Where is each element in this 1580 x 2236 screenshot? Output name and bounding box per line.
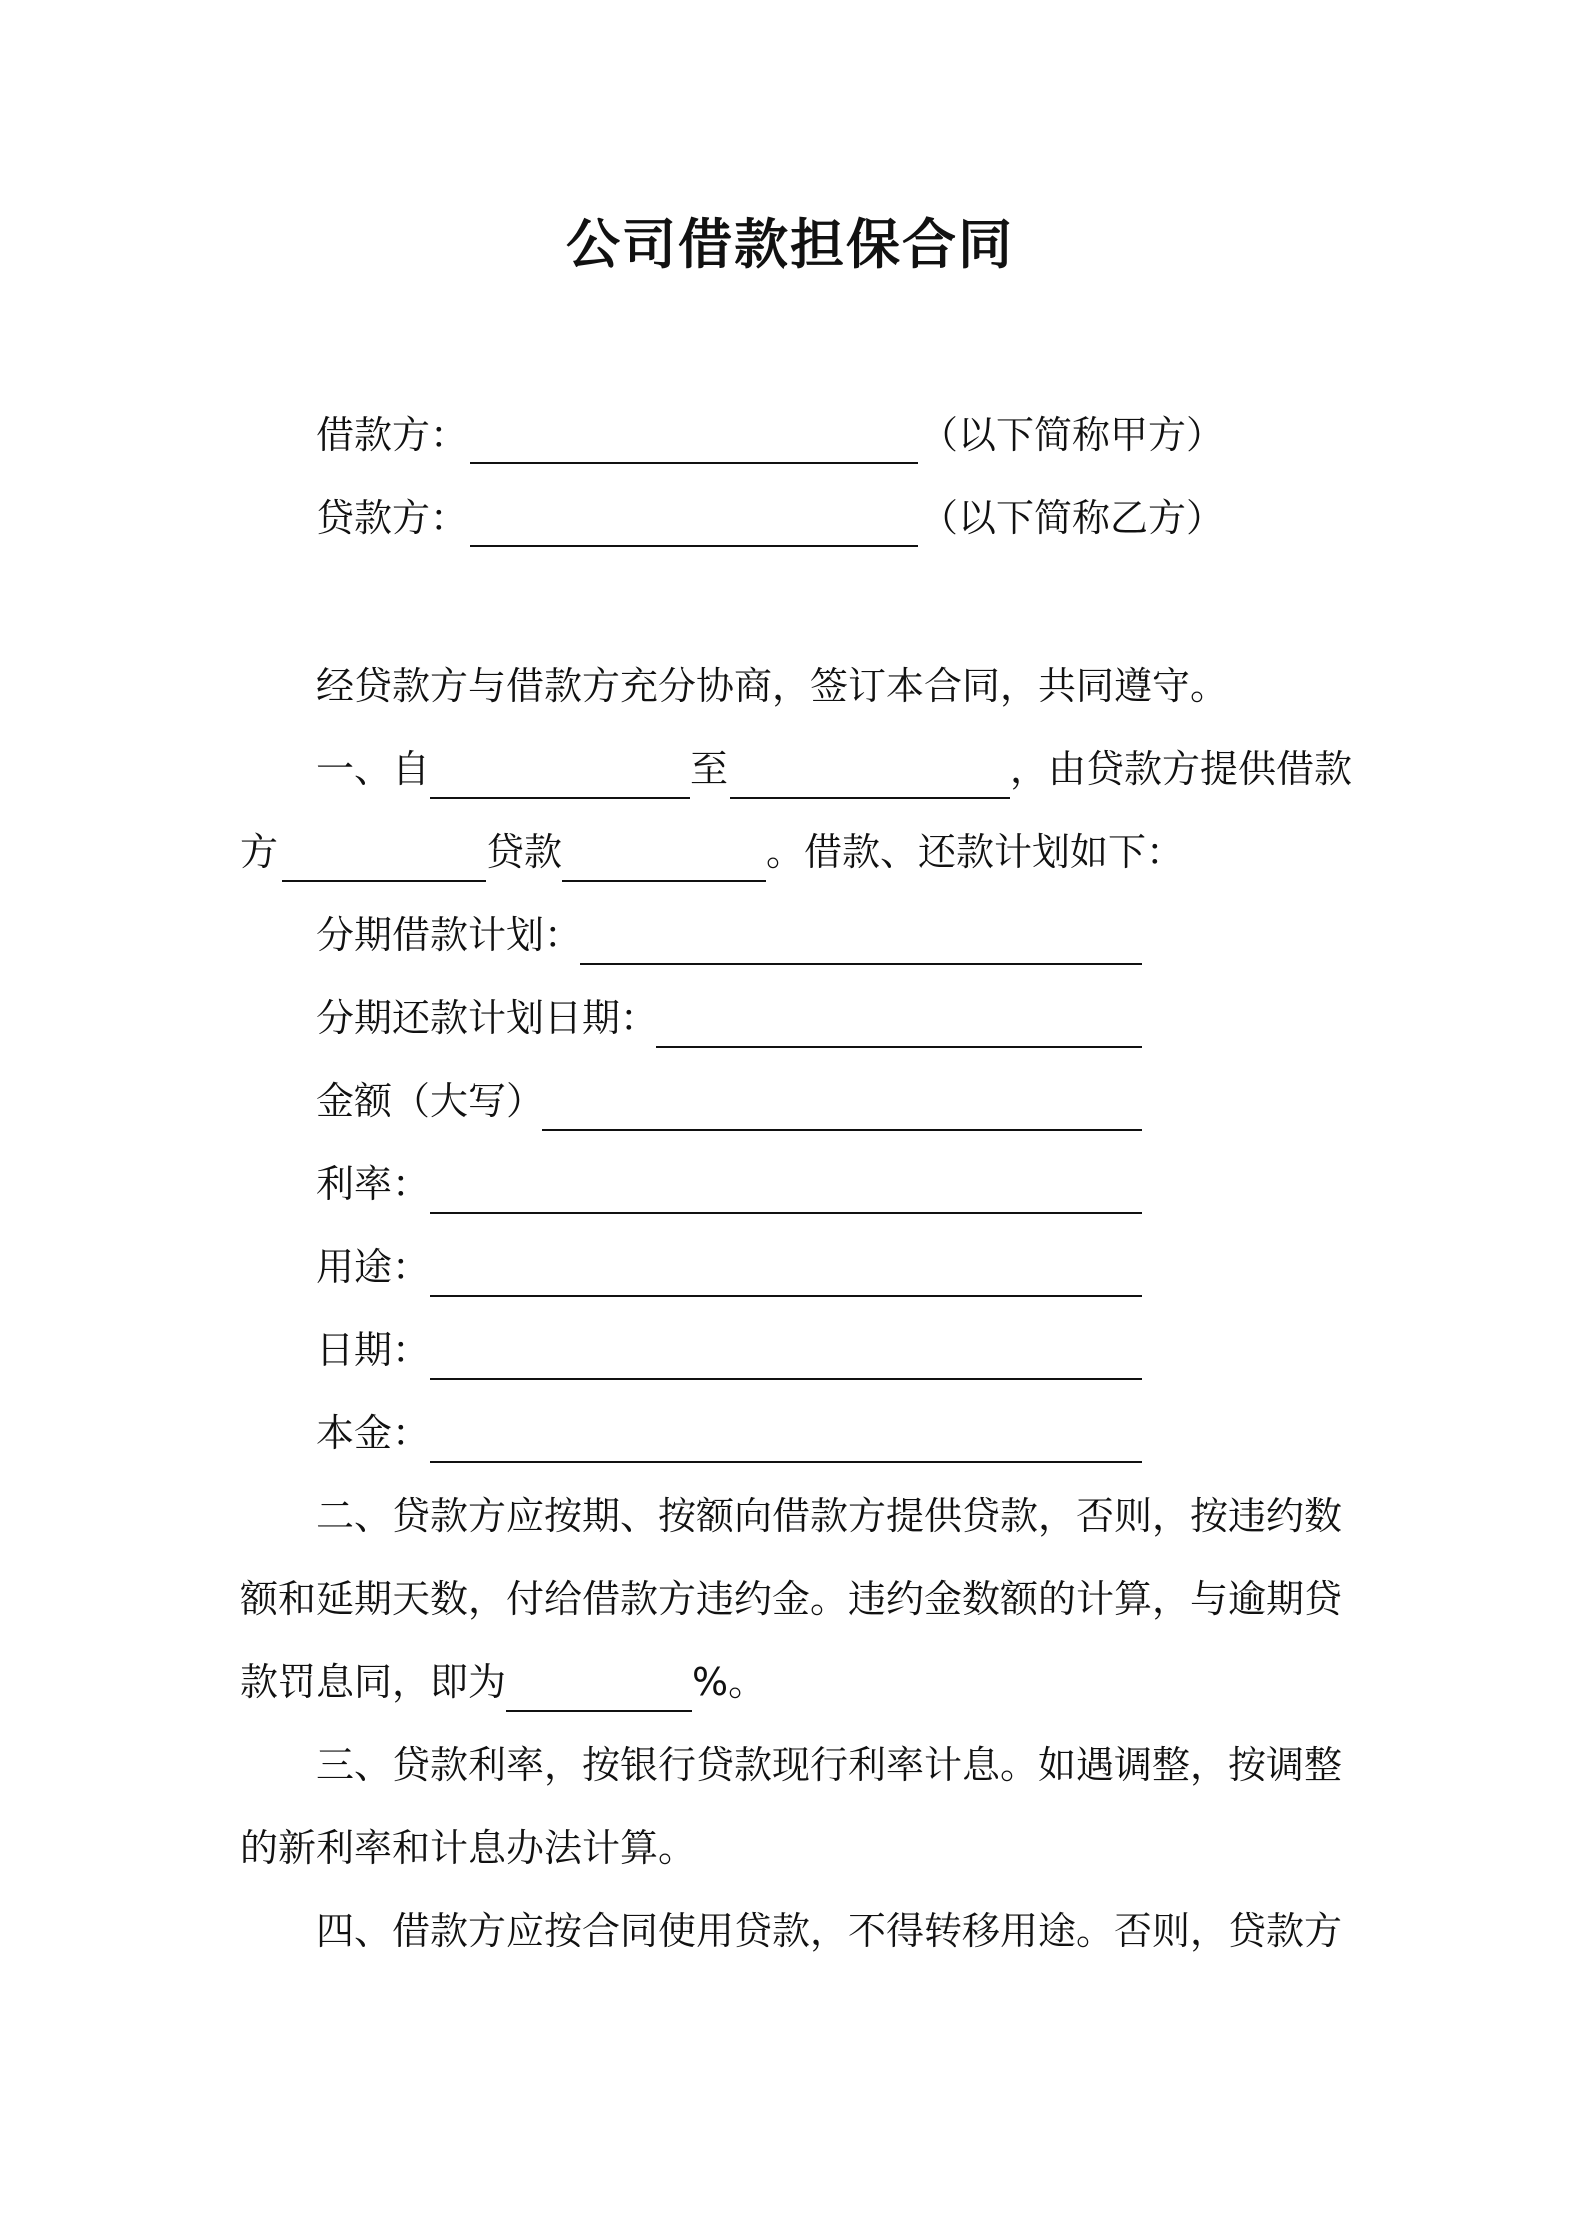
clause1-loan: 贷款 [486, 830, 563, 874]
plan-field-principal-label: 本金： [316, 1411, 431, 1455]
loan-schedule-field[interactable] [580, 963, 1142, 965]
penalty-rate-field[interactable] [506, 1710, 692, 1712]
clause2-line3-start: 款罚息同，即为 [240, 1660, 507, 1704]
repay-date-field[interactable] [656, 1046, 1142, 1048]
preamble-text: 经贷款方与借款方充分协商，签订本合同，共同遵守。 [316, 664, 1229, 708]
borrower-suffix: （以下简称甲方） [920, 413, 1225, 457]
clause1-line2-end: 。借款、还款计划如下： [766, 830, 1185, 874]
clause3-line1: 三、贷款利率，按银行贷款现行利率计息。如遇调整，按调整 [316, 1743, 1343, 1787]
lender-name-field[interactable] [470, 545, 918, 547]
plan-field-amount-label: 金额（大写） [316, 1079, 545, 1123]
clause2-line2: 额和延期天数，付给借款方违约金。违约金数额的计算，与逾期贷 [240, 1577, 1343, 1621]
principal-field[interactable] [430, 1461, 1142, 1463]
amount-uppercase-field[interactable] [542, 1129, 1142, 1131]
clause3-line2: 的新利率和计息办法计算。 [240, 1826, 697, 1870]
clause1-prefix: 一、自 [316, 747, 431, 791]
end-date-field[interactable] [730, 797, 1010, 799]
borrower-amount-field[interactable] [282, 880, 486, 882]
plan-field-date-label: 日期： [316, 1328, 431, 1372]
clause1-line2-start: 方 [240, 830, 279, 874]
loan-amount-field[interactable] [562, 880, 766, 882]
borrower-name-field[interactable] [470, 462, 918, 464]
clause4-line1: 四、借款方应按合同使用贷款，不得转移用途。否则，贷款方 [316, 1909, 1343, 1953]
plan-field-purpose-label: 用途： [316, 1245, 431, 1289]
borrower-label: 借款方： [316, 413, 469, 457]
purpose-field[interactable] [430, 1295, 1142, 1297]
lender-label: 贷款方： [316, 496, 469, 540]
plan-field-repay-date-label: 分期还款计划日期： [316, 996, 659, 1040]
clause1-to: 至 [690, 747, 729, 791]
plan-field-rate-label: 利率： [316, 1162, 431, 1206]
lender-suffix: （以下简称乙方） [920, 496, 1225, 540]
clause2-line3-end: %。 [692, 1660, 767, 1704]
clause1-tail: ，由贷款方提供借款 [1010, 747, 1353, 791]
date-field[interactable] [430, 1378, 1142, 1380]
clause2-line1: 二、贷款方应按期、按额向借款方提供贷款，否则，按违约数 [316, 1494, 1343, 1538]
start-date-field[interactable] [430, 797, 690, 799]
document-title: 公司借款担保合同 [566, 213, 1014, 276]
interest-rate-field[interactable] [430, 1212, 1142, 1214]
plan-field-loan-schedule-label: 分期借款计划： [316, 913, 583, 957]
